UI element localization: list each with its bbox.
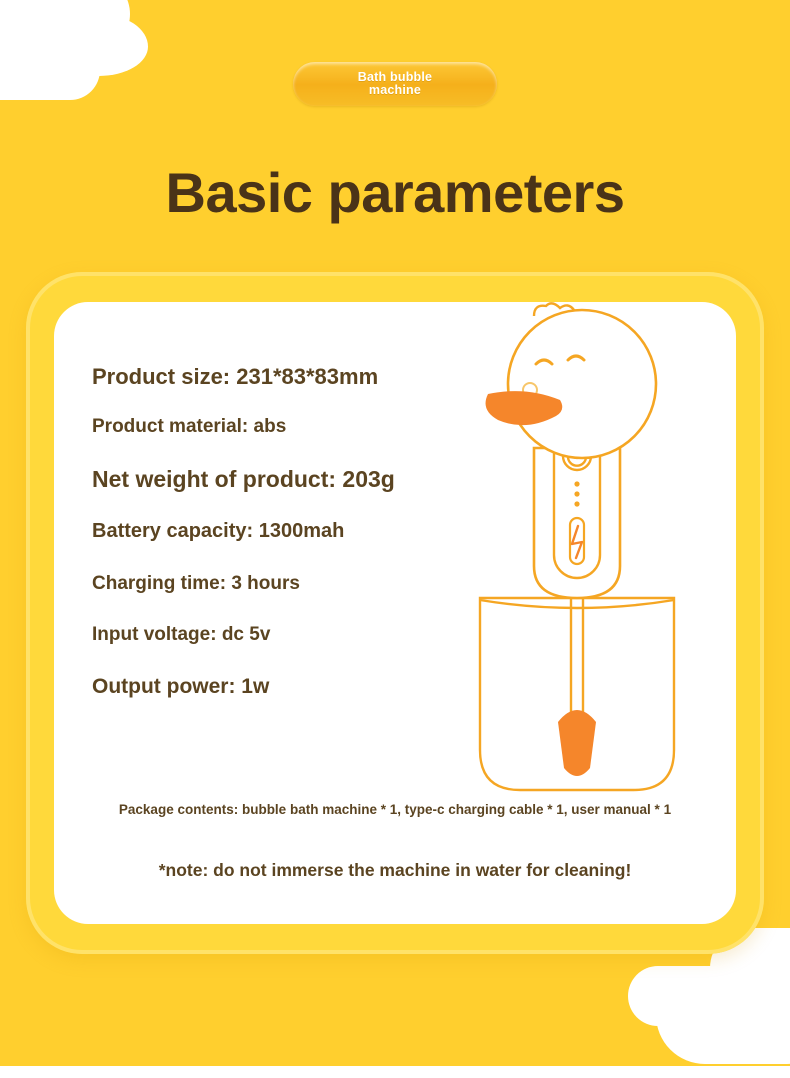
spec-item-product-size: Product size: 231*83*83mm: [92, 364, 379, 389]
whisk-shaft-icon: [558, 594, 596, 776]
package-contents-text: Package contents: bubble bath machine * 1, type-c charging cable * 1, user manual * 1: [118, 802, 672, 817]
indicator-lights-icon: [574, 481, 579, 506]
spec-item-product-material: Product material: abs: [92, 416, 287, 437]
spec-item-battery-capacity: Battery capacity: 1300mah: [92, 520, 345, 542]
cloud-decoration-bottom-right: [656, 966, 790, 1064]
badge-line-1: Bath bubble: [357, 69, 433, 84]
care-note-text: *note: do not immerse the machine in water for cleaning!: [158, 860, 632, 880]
spec-item-net-weight: Net weight of product: 203g: [92, 466, 395, 492]
spec-card-inner: [54, 302, 736, 924]
product-badge: [293, 62, 497, 106]
page-title: Basic parameters: [165, 161, 625, 224]
duck-bubble-machine-illustration: [472, 302, 702, 808]
badge-text: [358, 71, 432, 98]
spec-item-output-power: Output power: 1w: [92, 675, 270, 698]
spec-card: [26, 272, 764, 954]
badge-line-2: machine: [368, 83, 422, 97]
duck-head-icon: [486, 303, 656, 458]
badge-container: [0, 62, 790, 106]
spec-item-input-voltage: Input voltage: dc 5v: [92, 624, 271, 645]
bottom-edge-strip: [0, 1066, 790, 1078]
cloud-decoration-bottom-right-3: [628, 966, 738, 1026]
spec-item-charging-time: Charging time: 3 hours: [92, 573, 300, 594]
